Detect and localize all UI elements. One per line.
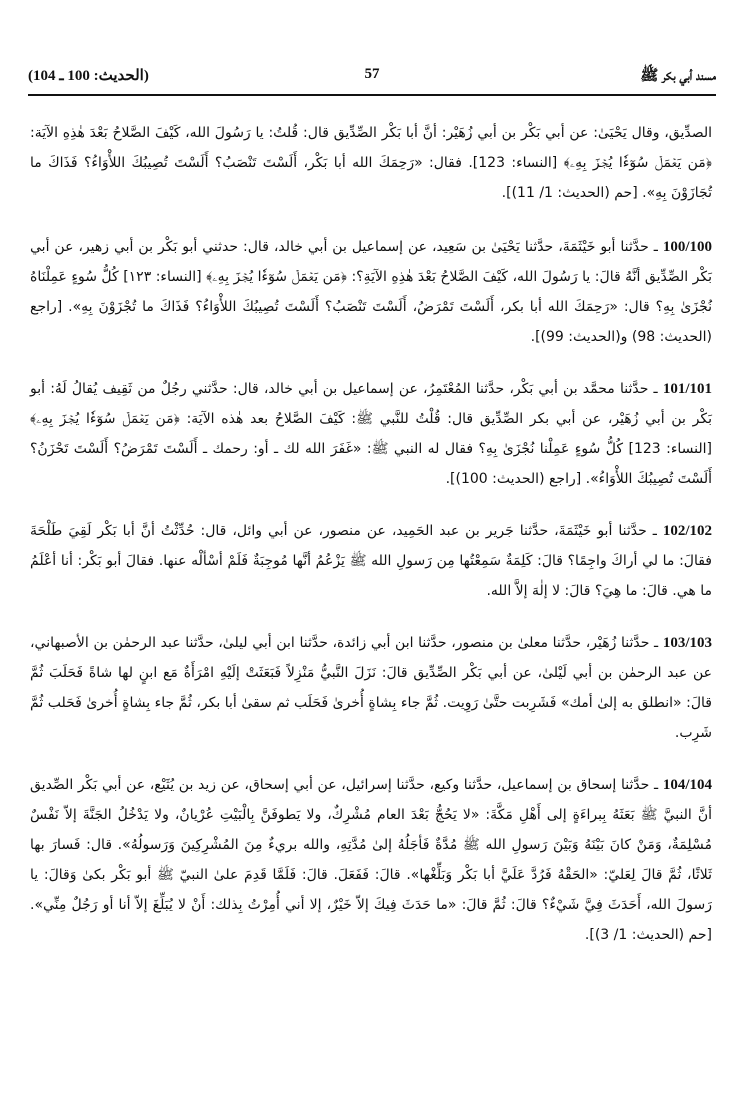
running-header xyxy=(28,58,716,90)
hadith-text: ـ حدَّثنا أبو خَيْثَمَةَ، حدَّثنا جَرير بن عبد الحَمِيد، عن منصور، عن أبي وائل، قال: حُدِّثْتُ أنَّ أبا بَكْر لَقِيَ طَلْحَةَ فقالَ: ما لي أراكَ واجِمًا؟ قالَ: كَلِمَةٌ سَمِعْتُها مِن رَسولِ الله ﷺ يَزْعُمُ أنَّها مُوجِبَةٌ فَلَمْ أسْألْه عنها. فقالَ أبو بَكْر: أنا أعْلَمُ ما هي. قالَ: ما هِيَ؟ قالَ: لا إلٰهَ إلاَّ الله. xyxy=(30,523,712,599)
hadith-text: ـ حدَّثنا محمَّد بن أبي بَكْر، حدَّثنا المُعْتَمِرُ، عن إسماعيل بن أبي خالد، قال: حدَّثني رجُلٌ من ثَقِيف يُقالُ لَهُ: أبو بَكْر بن أبي زُهَيْر، عن أبي بكر الصِّدِّيق قال: قُلْتُ للنَّبي ﷺ: كَيْفَ الصَّلاحُ بعد هٰذه الآيَة: ﴿مَن يَعۡمَلۡ سُوٓءٗا يُجۡزَ بِهِۦ﴾ [النساء: 123] كُلُّ سُوءٍ عَمِلْنا نُجْزَىٰ بِهِ؟ فقال له النبي ﷺ: «غَفَرَ الله لك ـ أو: رحمك ـ أَلَسْتَ تَمْرَضُ؟ أَلَسْتَ تَحْزَنُ؟ أَلَسْتَ تُصِيبُكَ اللأْوَاءُ». [راجع (الحديث: 100)]. xyxy=(30,381,712,487)
hadith-text: ـ حدَّثنا أبو خَيْثَمَةَ، حدَّثنا يَحْيَىٰ بن سَعِيد، عن إسماعيل بن أبي خالد، قال: حدثني أبو بَكْر بن أبي زهير، عن أبي بَكْر الصِّدِّيق أنَّهُ قالَ: يا رَسُولَ الله، كَيْفَ الصَّلاحُ بَعْدَ هٰذِهِ الآيَةِ؟: ﴿مَن يَعۡمَلۡ سُوٓءٗا يُجۡزَ بِهِۦ﴾ [النساء: ١٢٣] كُلُّ سُوءٍ عَمِلْنَاهُ نُجْزَىٰ بِهِ؟ قال: «رَحِمَكَ الله أبا بكر، أَلَسْتَ تَمْرَضُ، أَلَسْتَ تَنْصَبُ؟ أَلَسْتَ تُصِيبُكَ اللأْوَاءُ؟ فَذَاكَ ما تُجْزَوْنَ بِهِ». [راجع (الحديث: 98) و(الحديث: 99)]. xyxy=(30,239,712,345)
hadith-number: 104/104 xyxy=(662,777,712,793)
hadith-paragraph xyxy=(30,374,712,494)
book-title: مسند أبي بكر ﷺ xyxy=(640,68,716,84)
hadith-number: 103/103 xyxy=(662,635,712,651)
hadith-text: ـ حدَّثنا إسحاق بن إسماعيل، حدَّثنا وكيع، حدَّثنا إسرائيل، عن أبي إسحاق، عن زيد بن يُثَيْع، عن أبي بَكْر الصِّديق أنَّ النبيَّ ﷺ بَعَثَهُ بِبراءَةٍ إلى أَهْلِ مَكَّةَ: «لا يَحُجُّ بَعْدَ العام مُشْرِكٌ، ولا يَطوفَنَّ بِالْبَيْتِ عُرْيانٌ، ولا يَدْخُلُ الجَنَّةَ إلاّ نَفْسٌ مُسْلِمَةٌ، وَمَنْ كانَ بَيْنَهُ وَبَيْنَ رَسولِ الله ﷺ مُدَّةٌ فَأجَلُهُ إلىٰ مُدَّتِهِ، والله بريءٌ مِنَ المُشْرِكِينَ وَرَسولُهُ». قال: فَسارَ بها ثَلاثًا، ثُمَّ قالَ لِعَليّ: «الحَقْهُ فَرُدَّ عَلَيَّ أبا بَكْر وَبَلِّغْها». قالَ: فَفَعَلَ. قالَ: فَلَمَّا قَدِمَ علىٰ النبيّ ﷺ أبو بَكْر بكىٰ وَقالَ: يا رَسولَ الله، أَحَدَثَ فِيَّ شَيْءٌ؟ قالَ: ثُمَّ قالَ: «ما حَدَثَ فِيكَ إلاّ خَيْرٌ، إلا أني أُمِرْتُ بِذلك: أَنْ لا يُبَلِّغَ إلاّ أنا أو رَجُلٌ مِنِّي». [حم (الحديث: 1/ 3)]. xyxy=(30,777,712,943)
hadith-text: ـ حدَّثنا زُهَيْر، حدَّثنا معلىٰ بن منصور، حدَّثنا ابن أبي زائدة، حدَّثنا ابن أبي ليلىٰ، حدَّثنا عبد الرحمٰن بن الأصبهاني، عن عبد الرحمٰن بن أبي لَيْلىٰ، عن أبي بَكْر الصِّدِّيق قالَ: نَزَلَ النَّبيُّ مَنْزِلاً فَبَعَثَتْ إلَيْهِ امْرَأَةٌ مَع ابنٍ لها شاةً فَحَلَبَ ثُمَّ قالَ: «انطلق به إلىٰ أمك» فَشَرِبت حتَّىٰ رَوِيت. ثُمَّ جاء بِشاةٍ أُخرىٰ فَحَلَب ثم سقىٰ أبا بكر، ثُمَّ جاء بِشاةٍ أُخرىٰ فَحَلب ثُمَّ شَرِب. xyxy=(30,635,712,741)
hadith-number: 100/100 xyxy=(662,239,712,255)
hadith-number: 102/102 xyxy=(662,523,712,539)
hadith-paragraph xyxy=(30,770,712,950)
header-rule xyxy=(28,94,716,96)
hadith-paragraph xyxy=(30,118,712,208)
text-body xyxy=(30,118,712,972)
hadith-range: (الحديث: 100 ـ 104) xyxy=(28,68,149,84)
hadith-number: 101/101 xyxy=(662,381,712,397)
page-number: 57 xyxy=(364,66,380,82)
hadith-paragraph xyxy=(30,232,712,352)
hadith-text: الصدِّيق، وقال يَحْيَىٰ: عن أبي بَكْر بن أبي زُهَيْر: أنَّ أبا بَكْر الصِّدِّيق قال: قُلتُ: يا رَسُولَ الله، كَيْفَ الصَّلاحُ بَعْدَ هٰذِهِ الآيَة: ﴿مَن يَعۡمَلۡ سُوٓءٗا يُجۡزَ بِهِۦ﴾ [النساء: 123]. فقال: «رَحِمَكَ الله أبا بَكْر، أَلَسْتَ تَنْصَبُ؟ أَلَسْتَ تُصِيبُكَ اللأْوَاءُ؟ فَذَاكَ ما تُجَازَوْنَ بِهِ». [حم (الحديث: 1/ 11)]. xyxy=(30,125,713,201)
hadith-paragraph xyxy=(30,628,712,748)
hadith-paragraph xyxy=(30,516,712,606)
